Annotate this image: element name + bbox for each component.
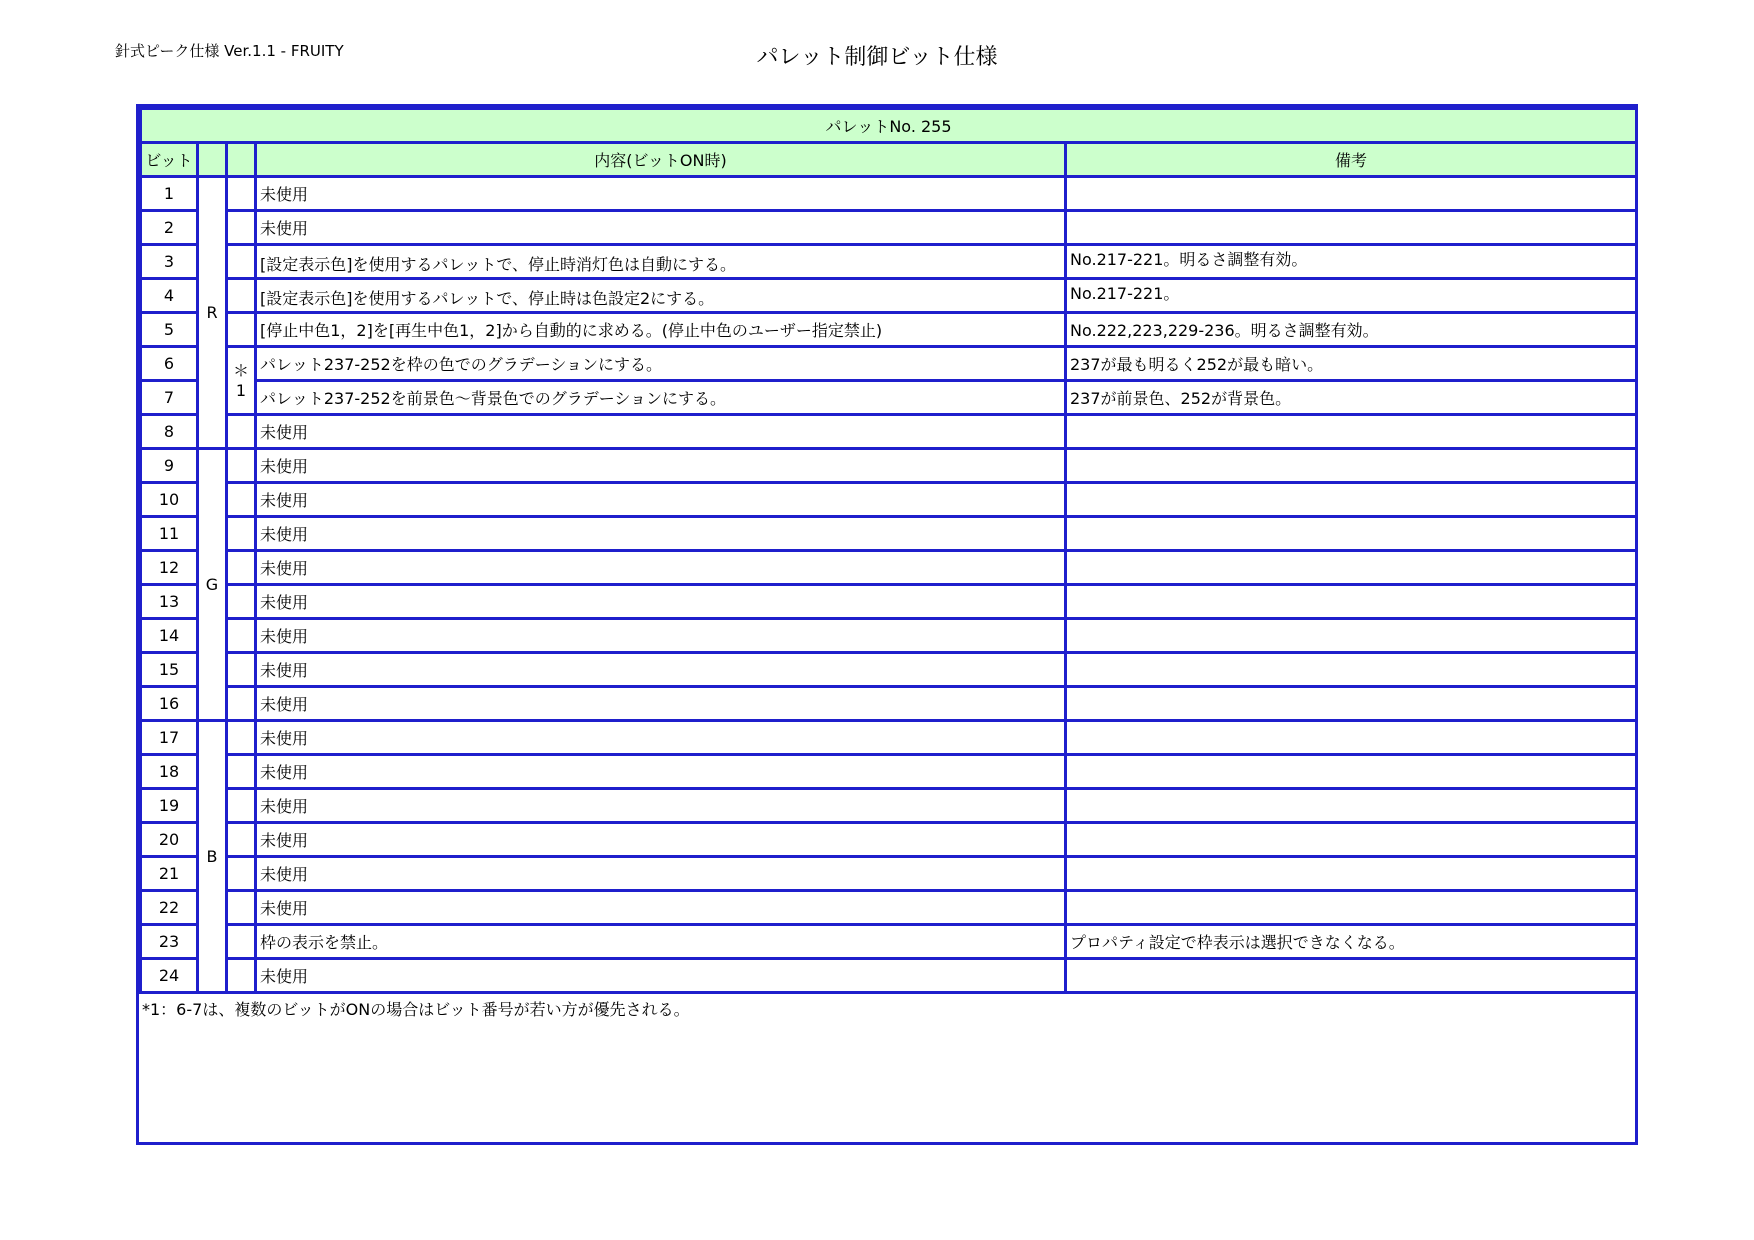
bit-remark xyxy=(1066,415,1637,449)
bit-content: 未使用 xyxy=(256,619,1066,653)
bit-number: 14 xyxy=(141,619,198,653)
bit-number: 9 xyxy=(141,449,198,483)
header-row xyxy=(141,143,1637,177)
bit-remark xyxy=(1066,619,1637,653)
group-label-g: G xyxy=(198,449,227,721)
bit-number: 1 xyxy=(141,177,198,211)
table-row xyxy=(141,823,1637,857)
table-caption: パレットNo. 255 xyxy=(141,109,1637,143)
table-row xyxy=(141,959,1637,993)
note-cell-empty xyxy=(227,925,256,959)
bit-number: 16 xyxy=(141,687,198,721)
note-cell-empty xyxy=(227,653,256,687)
bit-number: 19 xyxy=(141,789,198,823)
table-row xyxy=(141,347,1637,381)
bit-remark xyxy=(1066,483,1637,517)
bit-number: 2 xyxy=(141,211,198,245)
bit-number: 8 xyxy=(141,415,198,449)
table-row xyxy=(141,517,1637,551)
bit-number: 5 xyxy=(141,313,198,347)
bit-content: 未使用 xyxy=(256,211,1066,245)
group-label-r: R xyxy=(198,177,227,449)
bit-content: 未使用 xyxy=(256,755,1066,789)
bit-content: [停止中色1，2]を[再生中色1，2]から自動的に求める。(停止中色のユーザー指定禁止) xyxy=(256,313,1066,347)
bit-number: 7 xyxy=(141,381,198,415)
bit-remark: No.217-221。明るさ調整有効。 xyxy=(1066,245,1637,279)
table-row xyxy=(141,585,1637,619)
bit-number: 11 xyxy=(141,517,198,551)
bit-content: 未使用 xyxy=(256,891,1066,925)
bit-content: [設定表示色]を使用するパレットで、停止時は色設定2にする。 xyxy=(256,279,1066,313)
header-bit: ビット xyxy=(141,143,198,177)
bit-remark: No.217-221。 xyxy=(1066,279,1637,313)
table-row xyxy=(141,483,1637,517)
table-row xyxy=(141,789,1637,823)
table-row xyxy=(141,245,1637,279)
note-cell-empty xyxy=(227,415,256,449)
bit-remark: 237が前景色、252が背景色。 xyxy=(1066,381,1637,415)
table-row xyxy=(141,449,1637,483)
bit-content: 未使用 xyxy=(256,789,1066,823)
bit-content: パレット237-252を前景色～背景色でのグラデーションにする。 xyxy=(256,381,1066,415)
bit-remark: No.222,223,229-236。明るさ調整有効。 xyxy=(1066,313,1637,347)
bit-number: 17 xyxy=(141,721,198,755)
note-cell-empty xyxy=(227,279,256,313)
note-cell-empty xyxy=(227,177,256,211)
table-row xyxy=(141,891,1637,925)
table-row xyxy=(141,177,1637,211)
bit-number: 22 xyxy=(141,891,198,925)
bit-number: 13 xyxy=(141,585,198,619)
bit-remark: 237が最も明るく252が最も暗い。 xyxy=(1066,347,1637,381)
table-row xyxy=(141,721,1637,755)
bit-remark xyxy=(1066,959,1637,993)
note-cell-empty xyxy=(227,789,256,823)
bit-number: 20 xyxy=(141,823,198,857)
bit-content: 未使用 xyxy=(256,959,1066,993)
bit-content: 未使用 xyxy=(256,687,1066,721)
bit-content: 未使用 xyxy=(256,653,1066,687)
bit-number: 21 xyxy=(141,857,198,891)
table-row xyxy=(141,687,1637,721)
bit-content: 未使用 xyxy=(256,483,1066,517)
note-cell-empty xyxy=(227,619,256,653)
note-cell-empty xyxy=(227,211,256,245)
header-note xyxy=(227,143,256,177)
bit-remark: プロパティ設定で枠表示は選択できなくなる。 xyxy=(1066,925,1637,959)
note-cell-empty xyxy=(227,551,256,585)
table-row xyxy=(141,755,1637,789)
table-row xyxy=(141,279,1637,313)
bit-content: 枠の表示を禁止。 xyxy=(256,925,1066,959)
table-row xyxy=(141,381,1637,415)
bit-remark xyxy=(1066,177,1637,211)
bit-number: 12 xyxy=(141,551,198,585)
bit-number: 3 xyxy=(141,245,198,279)
note-marker: ＊ 1 xyxy=(227,347,256,415)
spec-sheet xyxy=(136,104,1638,1145)
bit-content: パレット237-252を枠の色でのグラデーションにする。 xyxy=(256,347,1066,381)
bit-remark xyxy=(1066,551,1637,585)
header-content: 内容(ビットON時) xyxy=(256,143,1066,177)
bit-remark xyxy=(1066,449,1637,483)
bit-content: [設定表示色]を使用するパレットで、停止時消灯色は自動にする。 xyxy=(256,245,1066,279)
bit-remark xyxy=(1066,653,1637,687)
table-row xyxy=(141,551,1637,585)
bit-content: 未使用 xyxy=(256,517,1066,551)
page-title: パレット制御ビット仕様 xyxy=(756,45,998,70)
bit-content: 未使用 xyxy=(256,415,1066,449)
note-cell-empty xyxy=(227,687,256,721)
spec-table-body xyxy=(141,109,1637,993)
bit-content: 未使用 xyxy=(256,177,1066,211)
bit-remark xyxy=(1066,755,1637,789)
bit-number: 23 xyxy=(141,925,198,959)
spec-table xyxy=(139,107,1638,994)
note-cell-empty xyxy=(227,483,256,517)
header-group xyxy=(198,143,227,177)
note-cell-empty xyxy=(227,245,256,279)
document-meta: 針式ピーク仕様 Ver.1.1 - FRUITY xyxy=(115,42,344,60)
bit-number: 24 xyxy=(141,959,198,993)
footnote: *1：6-7は、複数のビットがONの場合はビット番号が若い方が優先される。 xyxy=(142,1000,690,1019)
note-cell-empty xyxy=(227,449,256,483)
table-row xyxy=(141,211,1637,245)
bit-content: 未使用 xyxy=(256,585,1066,619)
caption-row xyxy=(141,109,1637,143)
group-label-b: B xyxy=(198,721,227,993)
note-cell-empty xyxy=(227,517,256,551)
table-row xyxy=(141,925,1637,959)
bit-remark xyxy=(1066,687,1637,721)
bit-number: 18 xyxy=(141,755,198,789)
bit-remark xyxy=(1066,517,1637,551)
bit-remark xyxy=(1066,823,1637,857)
table-row xyxy=(141,653,1637,687)
bit-number: 15 xyxy=(141,653,198,687)
note-cell-empty xyxy=(227,857,256,891)
note-cell-empty xyxy=(227,755,256,789)
bit-remark xyxy=(1066,721,1637,755)
table-row xyxy=(141,415,1637,449)
bit-content: 未使用 xyxy=(256,823,1066,857)
note-cell-empty xyxy=(227,891,256,925)
bit-number: 4 xyxy=(141,279,198,313)
note-cell-empty xyxy=(227,823,256,857)
bit-remark xyxy=(1066,891,1637,925)
bit-remark xyxy=(1066,211,1637,245)
bit-number: 10 xyxy=(141,483,198,517)
note-cell-empty xyxy=(227,313,256,347)
bit-remark xyxy=(1066,585,1637,619)
note-cell-empty xyxy=(227,959,256,993)
note-cell-empty xyxy=(227,585,256,619)
bit-remark xyxy=(1066,857,1637,891)
header-remark: 備考 xyxy=(1066,143,1637,177)
table-row xyxy=(141,313,1637,347)
bit-number: 6 xyxy=(141,347,198,381)
bit-content: 未使用 xyxy=(256,721,1066,755)
table-row xyxy=(141,857,1637,891)
bit-content: 未使用 xyxy=(256,857,1066,891)
bit-content: 未使用 xyxy=(256,449,1066,483)
bit-remark xyxy=(1066,789,1637,823)
bit-content: 未使用 xyxy=(256,551,1066,585)
note-cell-empty xyxy=(227,721,256,755)
table-row xyxy=(141,619,1637,653)
